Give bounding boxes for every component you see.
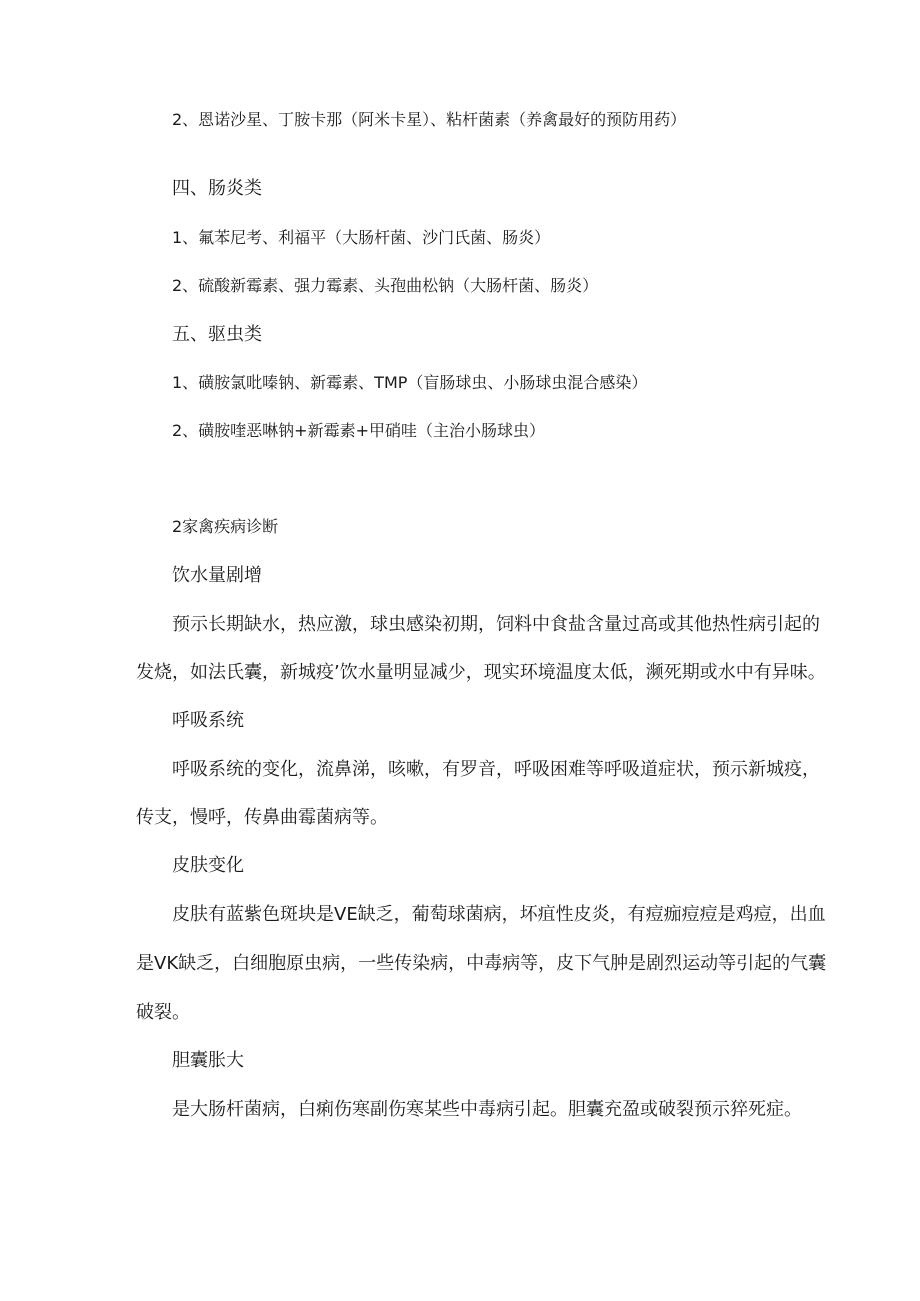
respiratory-paragraph-line-2: 传支，慢呼，传鼻曲霉菌病等。 — [136, 807, 388, 828]
respiratory-title: 呼吸系统 — [172, 710, 244, 731]
part-2-title: 2家禽疾病诊断 — [172, 517, 279, 536]
drug-item-2: 2、恩诺沙星、丁胺卡那（阿米卡星）、粘杆菌素（养禽最好的预防用药） — [172, 110, 687, 129]
section-4-title: 四、肠炎类 — [172, 178, 262, 199]
skin-title: 皮肤变化 — [172, 855, 244, 876]
section-5-title: 五、驱虫类 — [172, 324, 262, 345]
skin-paragraph-line-2: 是VK缺乏，白细胞原虫病，一些传染病，中毒病等，皮下气肿是剧烈运动等引起的气囊 — [136, 953, 827, 974]
gallbladder-title: 胆囊胀大 — [172, 1050, 244, 1071]
section-5-item-2: 2、磺胺喹恶啉钠+新霉素+甲硝哇（主治小肠球虫） — [172, 421, 545, 440]
water-title: 饮水量剧增 — [172, 565, 262, 586]
respiratory-paragraph-line-1: 呼吸系统的变化，流鼻涕，咳嗽，有罗音，呼吸困难等呼吸道症状，预示新城疫， — [172, 759, 820, 780]
section-4-item-1: 1、氟苯尼考、利福平（大肠杆菌、沙门氏菌、肠炎） — [172, 228, 551, 247]
water-paragraph-line-2: 发烧，如法氏囊，新城疫’饮水量明显减少，现实环境温度太低，濒死期或水中有异味。 — [136, 662, 826, 683]
skin-paragraph-line-1: 皮肤有蓝紫色斑块是VE缺乏，葡萄球菌病，坏疽性皮炎，有痘痂痘痘是鸡痘，出血 — [172, 904, 826, 925]
section-5-item-1: 1、磺胺氯吡嗪钠、新霉素、TMP（盲肠球虫、小肠球虫混合感染） — [172, 373, 648, 392]
section-4-item-2: 2、硫酸新霉素、强力霉素、头孢曲松钠（大肠杆菌、肠炎） — [172, 276, 599, 295]
water-paragraph-line-1: 预示长期缺水，热应激，球虫感染初期，饲料中食盐含量过高或其他热性病引起的 — [172, 614, 820, 635]
skin-paragraph-line-3: 破裂。 — [136, 1002, 190, 1023]
gallbladder-paragraph-line-1: 是大肠杆菌病，白痢伤寒副伤寒某些中毒病引起。胆囊充盈或破裂预示猝死症。 — [172, 1099, 802, 1120]
